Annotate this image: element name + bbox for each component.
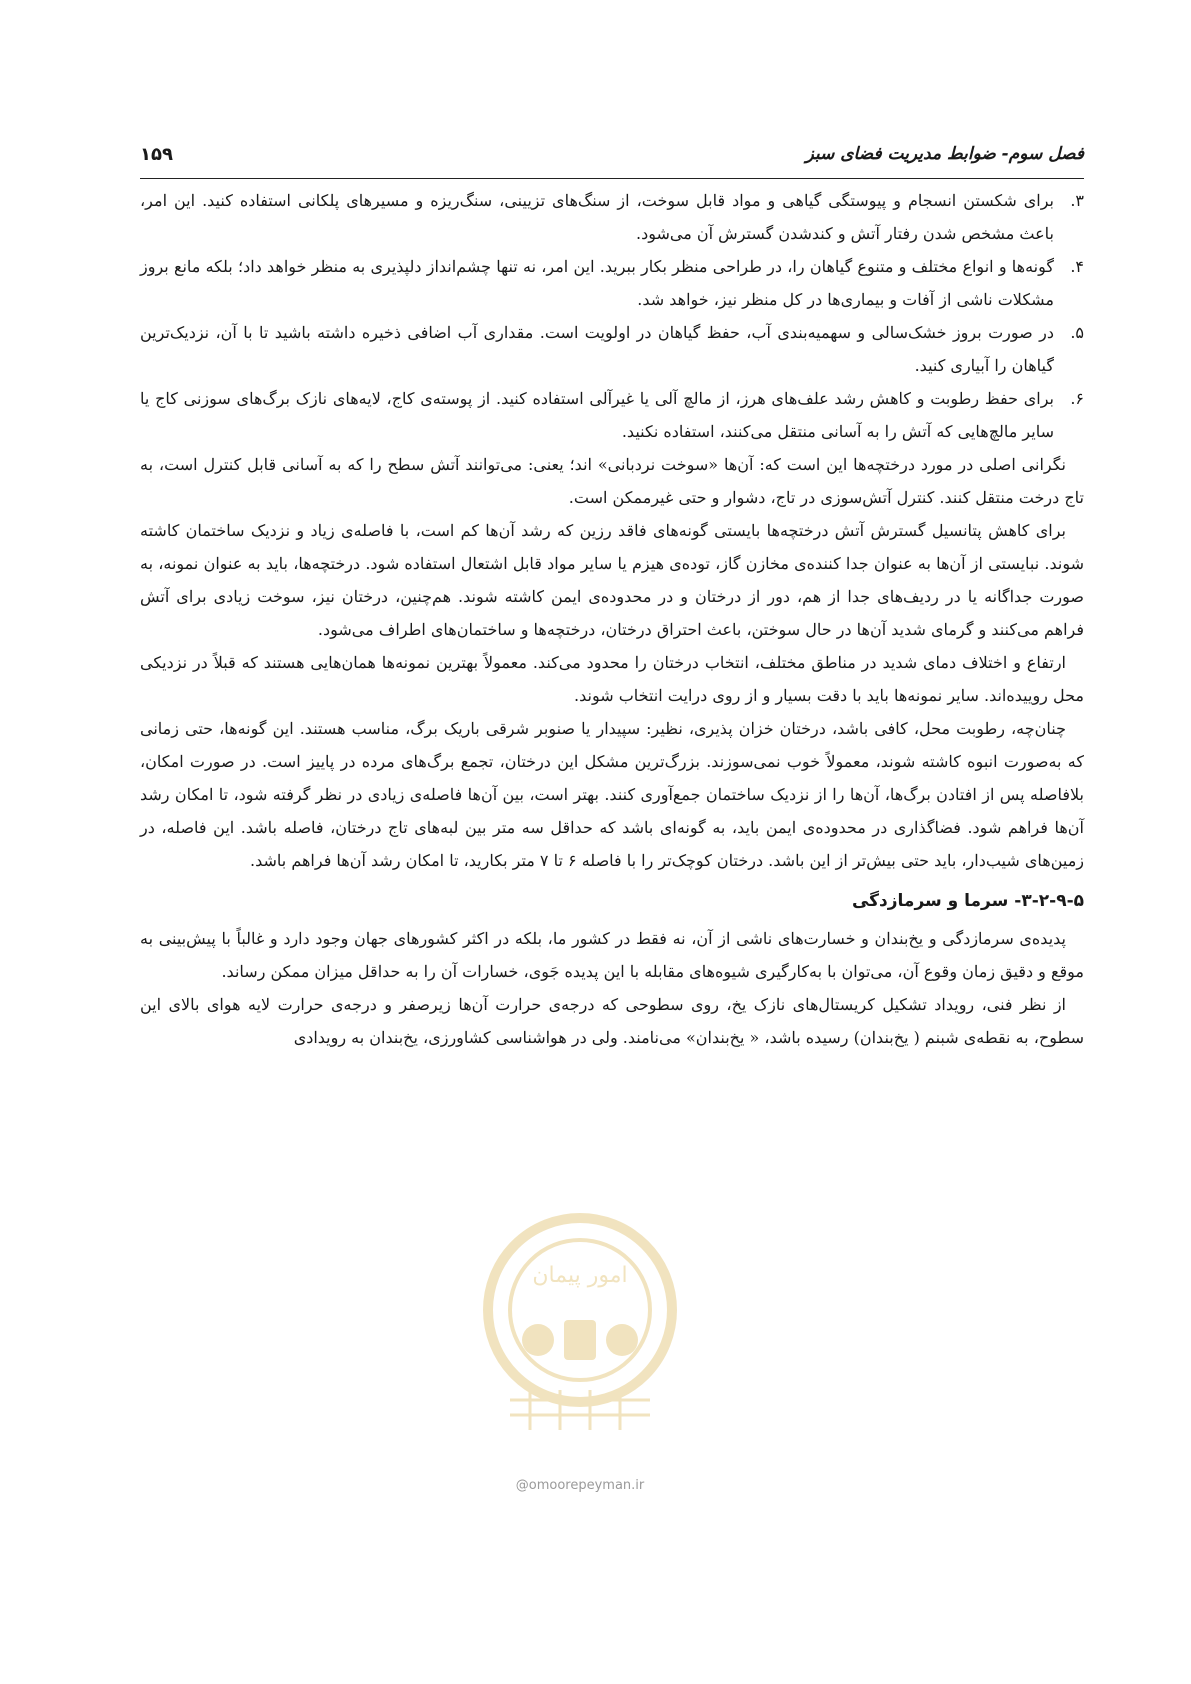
watermark-logo-icon bbox=[470, 1200, 690, 1460]
list-item-number: ۵. bbox=[1070, 323, 1084, 342]
list-item bbox=[140, 250, 1084, 316]
page-header bbox=[140, 138, 1084, 179]
watermark-logo-text: امور پیمان bbox=[532, 1263, 628, 1288]
body-paragraph: پدیده‌ی سرمازدگی و یخ‌بندان و خسارت‌های ناشی از آن، نه فقط در کشور ما، بلکه در اکثر کشورهای جهان وجود دارد و غالباً با پیش‌بینی به موقع و دقیق زمان وقوع آن، می‌توان با به‌کارگیری شیوه‌های مقابله با این پدیده جَوی، خسارات آن را به حداقل میزان ممکن رساند. bbox=[140, 929, 1084, 981]
body-paragraph: ارتفاع و اختلاف دمای شدید در مناطق مختلف، انتخاب درختان را محدود می‌کند. معمولاً بهترین نمونه‌ها همان‌هایی هستند که قبلاً در نزدیکی محل روییده‌اند. سایر نمونه‌ها باید با دقت بسیار و از روی درایت انتخاب شوند. bbox=[140, 653, 1084, 705]
section-heading: ۳-۲-۹-۵- سرما و سرمازدگی bbox=[851, 891, 1084, 911]
list-item-text: در صورت بروز خشک‌سالی و سهمیه‌بندی آب، حفظ گیاهان در اولویت است. مقداری آب اضافی ذخیره داشته باشید تا با آن، نزدیک‌ترین گیاهان را آبیاری کنید. bbox=[140, 323, 1054, 375]
list-item-text: گونه‌ها و انواع مختلف و متنوع گیاهان را، در طراحی منظر بکار ببرید. این امر، نه تنها چشم‌انداز دلپذیری به منظر خواهد داد؛ بلکه مانع بروز مشکلات ناشی از آفات و بیماری‌ها در کل منظر نیز، خواهد شد. bbox=[140, 257, 1054, 309]
body-paragraph: برای کاهش پتانسیل گسترش آتش درختچه‌ها بایستی گونه‌های فاقد رزین که رشد آن‌ها کم است، با فاصله‌ی زیاد و نزدیک ساختمان کاشته شوند. نبایستی از آن‌ها به عنوان جدا کننده‌ی مخازن گاز، توده‌ی هیزم یا سایر مواد قابل اشتعال استفاده شود. درختچه‌ها، باید به عنوان نمونه، به صورت جداگانه یا در ردیف‌های جدا از هم، دور از درختان و در محدوده‌ی ایمن کاشته شوند. هم‌چنین، درختان نیز، سوخت زیادی برای آتش فراهم می‌کنند و گرمای شدید آن‌ها در حال سوختن، باعث احتراق درختان، درختچه‌ها و ساختمان‌های اطراف می‌شود. bbox=[140, 521, 1085, 639]
list-item bbox=[140, 382, 1084, 448]
list-item-number: ۴. bbox=[1070, 257, 1084, 276]
list-item-number: ۶. bbox=[1070, 389, 1084, 408]
body-paragraph: چنان‌چه، رطوبت محل، کافی باشد، درختان خزان پذیری، نظیر: سپیدار یا صنوبر شرقی باریک برگ، مناسب هستند. این گونه‌ها، حتی زمانی که به‌صورت انبوه کاشته شوند، معمولاً خوب نمی‌سوزند. بزرگ‌ترین مشکل این درختان، تجمع برگ‌های مرده در پاییز است. در صورت امکان، بلافاصله پس از افتادن برگ‌ها، آن‌ها را از نزدیک ساختمان جمع‌آوری کنند. بهتر است، بین آن‌ها فاصله‌ی زیادی در نظر گرفته شود، تا امکان رشد آن‌ها فراهم شود. فضاگذاری در محدوده‌ی ایمن باید، به گونه‌ای باشد که حداقل سه متر بین لبه‌های تاج درختان، فاصله باشد. این فاصله، در زمین‌های شیب‌دار، باید حتی بیش‌تر از این باشد. درختان کوچک‌تر را با فاصله ۶ تا ۷ متر بکارید، تا امکان رشد آن‌ها فراهم باشد. bbox=[140, 719, 1085, 870]
page-body bbox=[140, 184, 1084, 1054]
body-paragraph: نگرانی اصلی در مورد درختچه‌ها این است که: آن‌ها «سوخت نردبانی» اند؛ یعنی: می‌توانند آتش سطح را که به آسانی قابل کنترل است، به تاج درخت منتقل کنند. کنترل آتش‌سوزی در تاج، دشوار و حتی غیرممکن است. bbox=[140, 455, 1084, 507]
chapter-title: فصل سوم- ضوابط مدیریت فضای سبز bbox=[805, 144, 1084, 164]
list-item bbox=[140, 316, 1084, 382]
body-paragraph: از نظر فنی، رویداد تشکیل کریستال‌های نازک یخ، روی سطوحی که درجه‌ی حرارت آن‌ها زیرصفر و درجه‌ی حرارت لایه هوای بالای این سطوح، به نقطه‌ی شبنم ( یخ‌بندان) رسیده باشد، « یخ‌بندان» می‌نامند. ولی در هواشناسی کشاورزی، یخ‌بندان به رویدادی bbox=[140, 995, 1084, 1047]
watermark-url: @omoorepeyman.ir bbox=[515, 1478, 645, 1493]
list-item-number: ۳. bbox=[1070, 191, 1084, 210]
list-item-text: برای شکستن انسجام و پیوستگی گیاهی و مواد قابل سوخت، از سنگ‌های تزیینی، سنگ‌ریزه و مسیرهای پلکانی استفاده کنید. این امر، باعث مشخص شدن رفتار آتش و کندشدن گسترش آن می‌شود. bbox=[140, 191, 1055, 243]
list-item bbox=[140, 184, 1084, 250]
page-number: ۱۵۹ bbox=[140, 144, 173, 165]
list-item-text: برای حفظ رطوبت و کاهش رشد علف‌های هرز، از مالچ آلی یا غیرآلی استفاده کنید. از پوسته‌ی کاج، لایه‌های نازک برگ‌های سوزنی کاج یا سایر مالچ‌هایی که آتش را به آسانی منتقل می‌کنند، استفاده نکنید. bbox=[140, 389, 1054, 441]
